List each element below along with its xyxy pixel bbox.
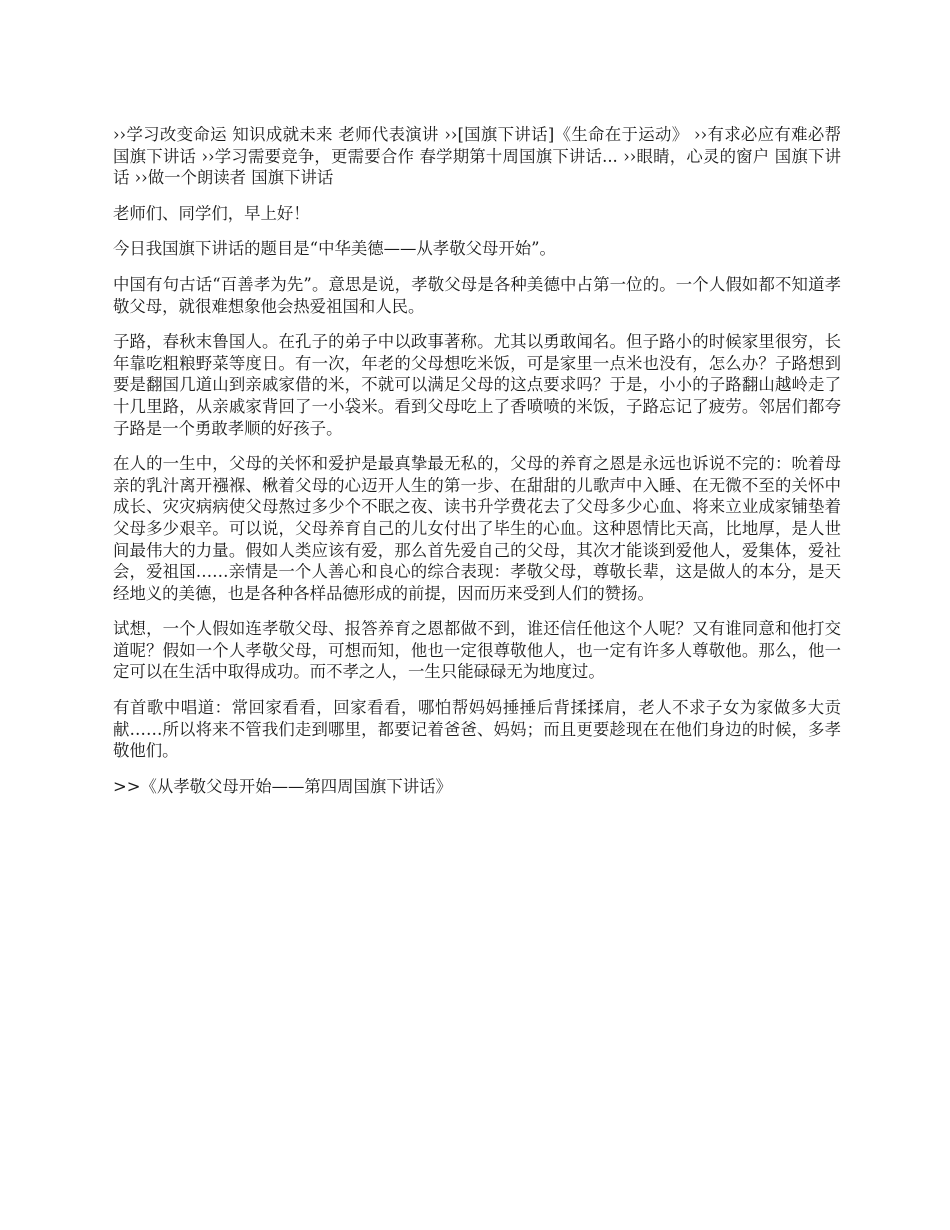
related-links (113, 124, 841, 189)
article-paragraph: 中国有句古话“百善孝为先”。意思是说，孝敬父母是各种美德中占第一位的。一个人假如都不知道孝敬父母，就很难想象他会热爱祖国和人民。 (113, 274, 841, 316)
article-paragraph: 试想，一个人假如连孝敬父母、报答养育之恩都做不到，谁还信任他这个人呢？又有谁同意和他打交道呢？假如一个人孝敬父母，可想而知，他也一定很尊敬他人，也一定有许多人尊敬他。那么，他一定可以在生活中取得成功。而不孝之人，一生只能碌碌无为地度过。 (113, 619, 841, 682)
related-link[interactable]: ››学习改变命运 知识成就未来 老师代表演讲 (113, 125, 439, 144)
document-page (113, 124, 841, 797)
related-link[interactable]: ››有求必应有难必帮 国旗下讲话 (113, 125, 841, 166)
related-link[interactable]: ››做一个朗读者 国旗下讲话 (134, 168, 334, 188)
article-paragraph: 子路，春秋末鲁国人。在孔子的弟子中以政事著称。尤其以勇敢闻名。但子路小的时候家里很穷，长年靠吃粗粮野菜等度日。有一次，年老的父母想吃米饭，可是家里一点米也没有，怎么办？子路想到要是翻国几道山到亲戚家借的米，不就可以满足父母的这点要求吗？于是，小小的子路翻山越岭走了十几里路，从亲戚家背回了一小袋米。看到父母吃上了香喷喷的米饭，子路忘记了疲劳。邻居们都夸子路是一个勇敢孝顺的好孩子。 (113, 332, 841, 438)
next-article-link[interactable]: >>《从孝敬父母开始——第四周国旗下讲话》 (113, 776, 452, 796)
next-article-link-row (113, 776, 841, 798)
related-link[interactable]: ››学习需要竞争，更需要合作 春学期第十周国旗下讲话... (201, 146, 618, 166)
article-paragraph: 在人的一生中，父母的关怀和爱护是最真挚最无私的，父母的养育之恩是永远也诉说不完的：吮着母亲的乳汁离开襁褓、楸着父母的心迈开人生的第一步、在甜甜的儿歌声中入睡、在无微不至的关怀中成长、灾灾病病使父母熬过多少个不眠之夜、读书升学费花去了父母多少心血、将来立业成家铺垫着父母多少艰辛。可以说，父母养育自己的儿女付出了毕生的心血。这种恩情比天高，比地厚，是人世间最伟大的力量。假如人类应该有爱，那么首先爱自己的父母，其次才能谈到爱他人，爱集体，爱社会，爱祖国……亲情是一个人善心和良心的综合表现：孝敬父母，尊敬长辈，这是做人的本分，是天经地义的美德，也是各种各样品德形成的前提，因而历来受到人们的赞扬。 (113, 454, 841, 603)
greeting: 老师们、同学们，早上好！ (113, 203, 310, 223)
article-paragraph: 有首歌中唱道：常回家看看，回家看看，哪怕帮妈妈捶捶后背揉揉肩，老人不求子女为家做多大贡献……所以将来不管我们走到哪里，都要记着爸爸、妈妈；而且更要趁现在在他们身边的时候，多孝敬他们。 (113, 698, 841, 761)
related-link[interactable]: ››眼睛，心灵的窗户 国旗下讲话 (113, 146, 842, 188)
related-link[interactable]: ››[国旗下讲话]《生命在于运动》 (444, 125, 689, 144)
article-paragraph: 今日我国旗下讲话的题目是“中华美德——从孝敬父母开始”。 (113, 239, 556, 259)
